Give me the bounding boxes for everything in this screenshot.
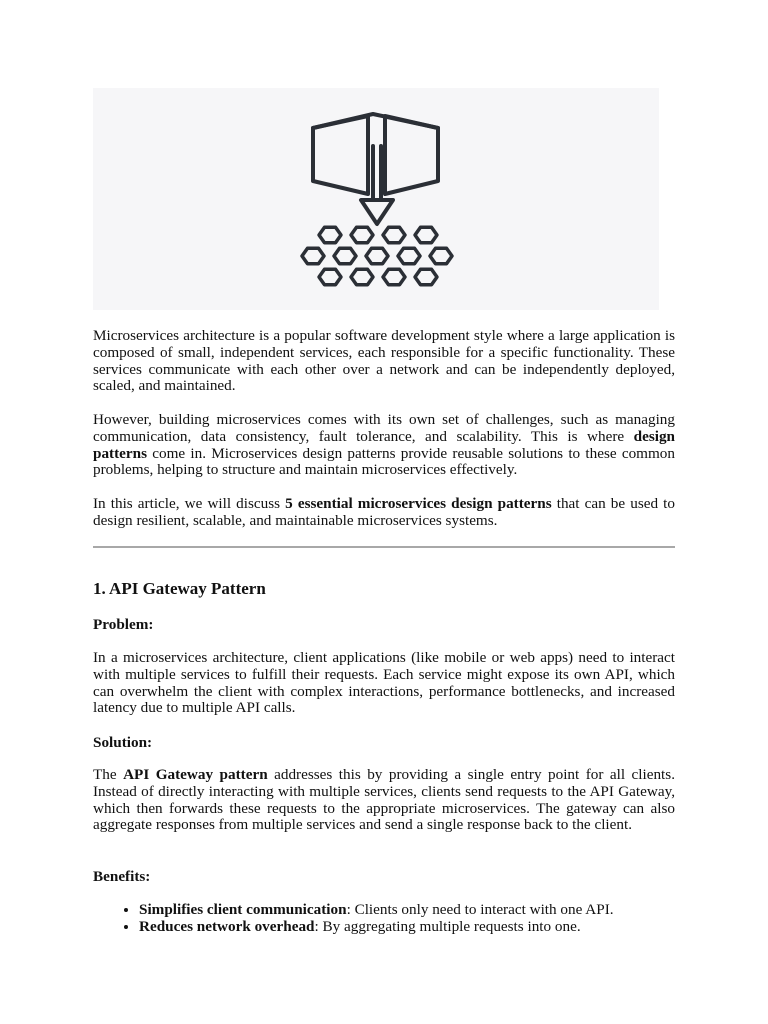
list-item: • Reduces network overhead: By aggregating multiple requests into one. bbox=[139, 919, 675, 936]
service-hexagons bbox=[302, 227, 452, 285]
hexagon-icon bbox=[319, 269, 341, 285]
hexagon-icon bbox=[319, 227, 341, 243]
hexagon-icon bbox=[351, 269, 373, 285]
hexagon-icon bbox=[351, 227, 373, 243]
hexagon-icon bbox=[415, 269, 437, 285]
hexagon-icon bbox=[302, 248, 324, 264]
hexagon-icon bbox=[334, 248, 356, 264]
intro-paragraph-3: In this article, we will discuss 5 essential microservices design patterns that can be used to design resilient, scalable, and maintainable microservices systems. bbox=[93, 495, 675, 529]
intro-paragraph-2: However, building microservices comes with its own set of challenges, such as managing communication, data consistency, fault tolerance, and scalability. This is where design patterns come in. Microservices design patterns provide reusable solutions to these common problems, helping to structure and maintain microservices effectively. bbox=[93, 411, 675, 479]
hexagon-icon bbox=[366, 248, 388, 264]
hexagon-icon bbox=[430, 248, 452, 264]
hexagon-icon bbox=[383, 227, 405, 243]
monolith-to-microservices-icon bbox=[93, 88, 659, 310]
solution-label: Solution: bbox=[93, 734, 153, 751]
benefits-label: Benefits: bbox=[93, 868, 151, 885]
section-heading: 1. API Gateway Pattern bbox=[93, 579, 266, 598]
problem-paragraph: In a microservices architecture, client applications (like mobile or web apps) need to interact with multiple services to fulfill their requests. Each service might expose its own API, which can overwhelm the client with complex interactions, performance bottlenecks, and increased latency due to multiple API calls. bbox=[93, 649, 675, 717]
hexagon-icon bbox=[398, 248, 420, 264]
intro-paragraph-1: Microservices architecture is a popular software development style where a large application is composed of small, independent services, each responsible for a specific functionality. These services communicate with each other over a network and can be independently deployed, scaled, and maintained. bbox=[93, 327, 675, 395]
section-divider bbox=[93, 546, 675, 548]
hero-figure bbox=[93, 88, 659, 310]
hexagon-icon bbox=[415, 227, 437, 243]
list-item: • Simplifies client communication: Clients only need to interact with one API. bbox=[139, 902, 675, 919]
benefits-list bbox=[93, 902, 675, 936]
problem-label: Problem: bbox=[93, 616, 154, 633]
hexagon-icon bbox=[383, 269, 405, 285]
solution-paragraph: The API Gateway pattern addresses this by providing a single entry point for all clients. Instead of directly interacting with multiple services, clients send requests to the API Gateway, which then forwards these requests to the appropriate microservices. The gateway can also aggregate responses from multiple services and send a single response back to the client. bbox=[93, 766, 675, 834]
